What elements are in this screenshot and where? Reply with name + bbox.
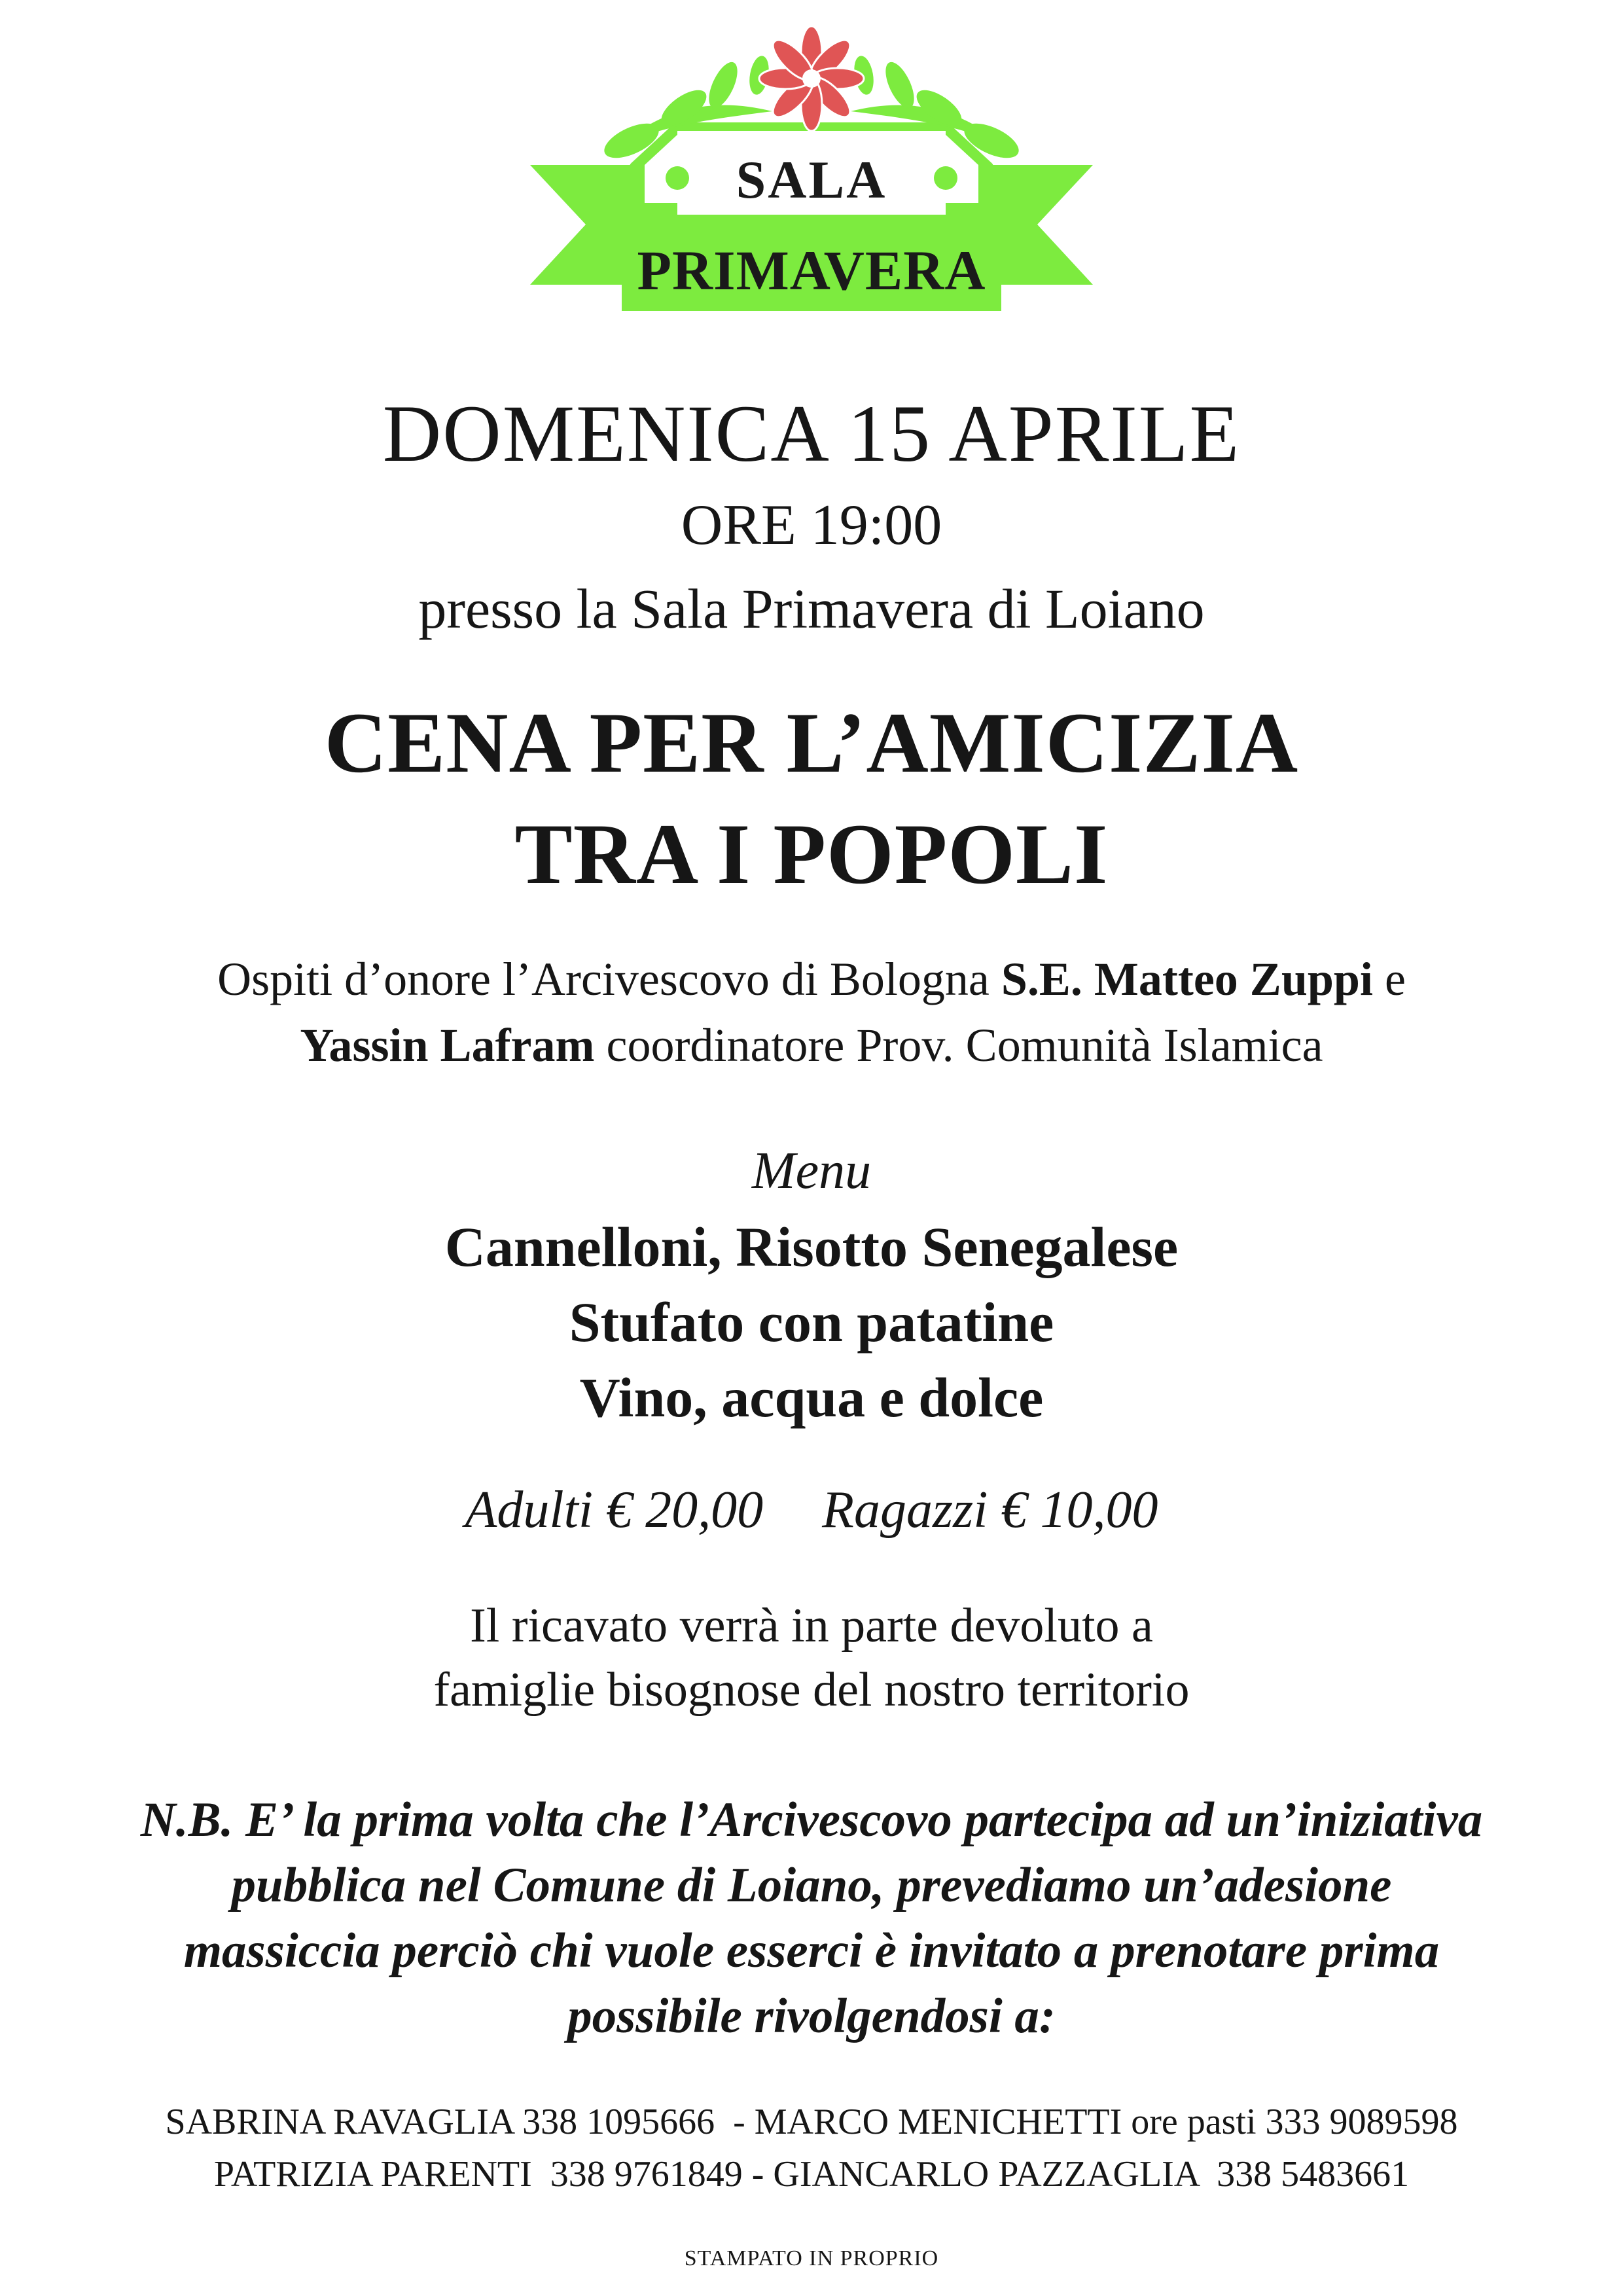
menu-heading: Menu [751,1142,872,1200]
event-title-line1: CENA PER L’AMICIZIA [324,694,1299,791]
guest-name-lafram: Yassin Lafram [300,1019,595,1071]
proceeds-line2: famiglie bisognose del nostro territorio [433,1663,1190,1717]
event-venue: presso la Sala Primavera di Loiano [418,577,1205,640]
guest-name-zuppi: S.E. Matteo Zuppi [1001,953,1373,1005]
menu-item: Vino, acqua e dolce [579,1366,1044,1429]
nb-note-line: possibile rivolgendosi a: [567,1989,1056,2043]
printed-by-footer: STAMPATO IN PROPRIO [684,2246,939,2270]
event-time: ORE 19:00 [681,493,942,557]
logo-sala-text: SALA [736,150,887,209]
guests-line2-text: coordinatore Prov. Comunità Islamica [594,1019,1323,1071]
event-title-line2: TRA I POPOLI [514,806,1109,902]
menu-item: Stufato con patatine [569,1291,1054,1354]
sala-primavera-logo [524,26,1099,321]
dot-right [934,166,957,190]
guests-line2 [0,1018,1623,1073]
contacts-line1: SABRINA RAVAGLIA 338 1095666 - MARCO MENICHETTI ore pasti 333 9089598 [165,2102,1458,2142]
nb-note-line: massiccia perciò chi vuole esserci è invitato a prenotare prima [183,1924,1440,1978]
guests-line1-text: Ospiti d’onore l’Arcivescovo di Bologna [217,953,1001,1005]
menu-item: Cannelloni, Risotto Senegalese [444,1215,1179,1278]
guests-line1-end: e [1372,953,1406,1005]
event-date: DOMENICA 15 APRILE [382,389,1241,478]
nb-note-line: pubblica nel Comune di Loiano, prevediamo un’adesione [231,1858,1392,1912]
price-kids: Ragazzi € 10,00 [822,1481,1158,1539]
guests-line1 [0,952,1623,1007]
prices [0,1480,1623,1540]
dot-left [666,166,689,190]
contacts-line2: PATRIZIA PARENTI 338 9761849 - GIANCARLO PAZZAGLIA 338 5483661 [213,2154,1410,2195]
nb-note-line: N.B. E’ la prima volta che l’Arcivescovo partecipa ad un’iniziativa [140,1793,1483,1847]
flower-icon [759,26,864,131]
price-adults: Adulti € 20,00 [465,1481,764,1539]
proceeds-line1: Il ricavato verrà in parte devoluto a [470,1599,1153,1653]
logo-primavera-text: PRIMAVERA [637,239,986,302]
